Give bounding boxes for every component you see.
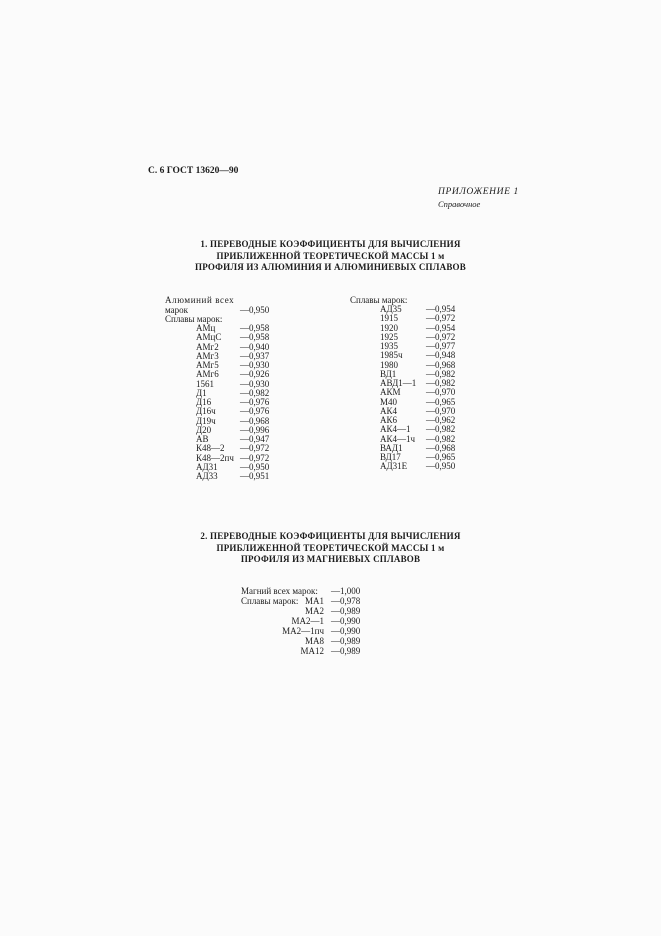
alloy-grade: АВД1—1 <box>380 378 417 388</box>
alloy-coefficient: —0,948 <box>426 350 456 361</box>
alloy-grade: АМг6 <box>196 369 219 380</box>
alloy-grade: 1935 <box>380 341 398 351</box>
alloy-coefficient: —0,947 <box>240 434 270 444</box>
alloy-coefficient: —0,972 <box>426 313 456 324</box>
alloy-grade: МА2 <box>304 606 324 616</box>
appendix-title: ПРИЛОЖЕНИЕ 1 <box>438 187 519 197</box>
alloy-coefficient: —0,950 <box>240 461 270 472</box>
alloy-grade: 1561 <box>196 378 214 389</box>
alloy-grade: Д16 <box>196 397 212 407</box>
alloy-coefficient: —0,968 <box>426 442 456 453</box>
alloy-coefficient: —0,962 <box>426 415 456 425</box>
alloy-coefficient: —0,958 <box>240 323 270 333</box>
section2-title <box>150 531 511 566</box>
alloy-coefficient: —0,968 <box>426 359 456 370</box>
alloy-coefficient: —0,982 <box>426 424 456 435</box>
alloy-grade: 1980 <box>380 359 398 370</box>
alloy-grade: К48—2 <box>196 443 225 454</box>
alloy-grade: ВД1 <box>380 368 397 379</box>
alloy-coefficient: —0,982 <box>240 387 270 398</box>
alloy-coefficient: —0,970 <box>426 405 456 416</box>
alloy-grade: Д19ч <box>196 415 216 426</box>
section1-title-line: ПРИБЛИЖЕННОЙ ТЕОРЕТИЧЕСКОЙ МАССЫ 1 м <box>216 250 445 261</box>
alloy-coefficient: —0,965 <box>426 452 456 462</box>
alloy-grade: АКМ <box>380 387 401 398</box>
alloy-coefficient: —0,937 <box>240 350 270 361</box>
alloy-coefficient: —0,954 <box>426 304 456 314</box>
alloy-grade: ВД17 <box>380 452 401 462</box>
alloy-grade: АМг5 <box>196 360 219 370</box>
alloy-coefficient: —0,982 <box>426 368 456 379</box>
alloy-grade: МА2—1 <box>291 616 324 626</box>
magnesium-label: Сплавы марок: <box>241 596 299 606</box>
alloy-grade: АМг2 <box>196 341 219 352</box>
alloy-grade: МА1 <box>304 596 324 606</box>
alloy-grade: Д16ч <box>196 406 216 417</box>
section2-title-line: ПРИБЛИЖЕННОЙ ТЕОРЕТИЧЕСКОЙ МАССЫ 1 м <box>216 542 445 553</box>
alloy-coefficient: —0,951 <box>240 471 270 481</box>
alloy-grade: МА8 <box>304 636 324 646</box>
alloy-coefficient: —0,982 <box>426 433 456 444</box>
right-alloys-label: Сплавы марок: <box>350 295 408 305</box>
alloy-grade: АД33 <box>196 471 218 481</box>
alloy-grade: 1915 <box>380 313 398 324</box>
alloy-coefficient: —0,958 <box>240 332 270 343</box>
alloy-grade: АВ <box>196 434 209 444</box>
alloy-grade: АК4—1 <box>380 424 411 435</box>
alloy-coefficient: —0,965 <box>426 396 456 407</box>
alloy-grade: АК4—1ч <box>380 433 416 444</box>
alloy-coefficient: —1,000 <box>331 586 361 596</box>
section1-title <box>150 239 511 274</box>
alloy-grade: Д1 <box>196 387 207 398</box>
alloy-coefficient: —0,972 <box>426 331 456 342</box>
alloy-coefficient: —0,926 <box>240 369 270 380</box>
alloy-grade: К48—2пч <box>196 452 234 463</box>
alloy-grade: М40 <box>380 396 398 407</box>
alloy-grade: АД35 <box>380 304 402 314</box>
alloy-grade: МА12 <box>300 646 324 656</box>
left-alloys-label: Сплавы марок: <box>165 314 223 324</box>
alloy-coefficient: —0,978 <box>331 596 361 606</box>
alloy-coefficient: —0,996 <box>240 424 270 435</box>
alloy-grade: Д20 <box>196 424 212 435</box>
alloy-grade: 1920 <box>380 322 398 333</box>
page-header: С. 6 ГОСТ 13620—90 <box>148 166 239 176</box>
alloy-coefficient: —0,930 <box>240 378 270 389</box>
alloy-grade: 1985ч <box>380 350 403 361</box>
alloy-grade: ВАД1 <box>380 442 403 453</box>
alloy-coefficient: —0,982 <box>426 378 456 388</box>
section2-title-line: 2. ПЕРЕВОДНЫЕ КОЭФФИЦИЕНТЫ ДЛЯ ВЫЧИСЛЕНИЯ <box>200 531 461 541</box>
alloy-coefficient: —0,940 <box>240 341 270 352</box>
alloy-grade: АК6 <box>380 415 398 425</box>
alloy-coefficient: —0,972 <box>240 452 270 463</box>
alloy-grade: АД31Е <box>380 461 408 472</box>
alloy-coefficient: —0,950 <box>426 461 456 472</box>
aluminium-all-value: —0,950 <box>240 305 270 315</box>
alloy-coefficient: —0,989 <box>331 636 361 646</box>
alloy-grade: АМц <box>196 323 216 333</box>
alloy-coefficient: —0,990 <box>331 626 361 636</box>
alloy-grade: АК4 <box>380 405 398 416</box>
section1-title-line: 1. ПЕРЕВОДНЫЕ КОЭФФИЦИЕНТЫ ДЛЯ ВЫЧИСЛЕНИЯ <box>200 239 461 249</box>
aluminium-all-label-cont: марок <box>165 305 189 315</box>
alloy-coefficient: —0,990 <box>331 616 361 626</box>
alloy-coefficient: —0,968 <box>240 415 270 426</box>
magnesium-label: Магний всех марок: <box>241 586 318 596</box>
section1-title-line: ПРОФИЛЯ ИЗ АЛЮМИНИЯ И АЛЮМИНИЕВЫХ СПЛАВОВ <box>195 262 466 272</box>
appendix-subtitle: Справочное <box>438 199 481 209</box>
alloy-coefficient: —0,970 <box>426 387 456 398</box>
alloy-grade: АМцС <box>196 332 222 343</box>
alloy-grade: МА2—1пч <box>282 626 324 636</box>
alloy-coefficient: —0,954 <box>426 322 456 333</box>
alloy-grade: АМг3 <box>196 350 219 361</box>
aluminium-all-label-text: Алюминий всех <box>165 295 235 305</box>
alloy-coefficient: —0,930 <box>240 360 270 370</box>
alloy-coefficient: —0,989 <box>331 606 361 616</box>
alloy-grade: АД31 <box>196 461 218 472</box>
alloy-coefficient: —0,976 <box>240 397 270 407</box>
section2-title-line: ПРОФИЛЯ ИЗ МАГНИЕВЫХ СПЛАВОВ <box>240 554 421 564</box>
alloy-coefficient: —0,977 <box>426 341 456 351</box>
alloy-coefficient: —0,989 <box>331 646 361 656</box>
alloy-grade: 1925 <box>380 331 398 342</box>
alloy-coefficient: —0,972 <box>240 443 270 454</box>
alloy-coefficient: —0,976 <box>240 406 270 417</box>
